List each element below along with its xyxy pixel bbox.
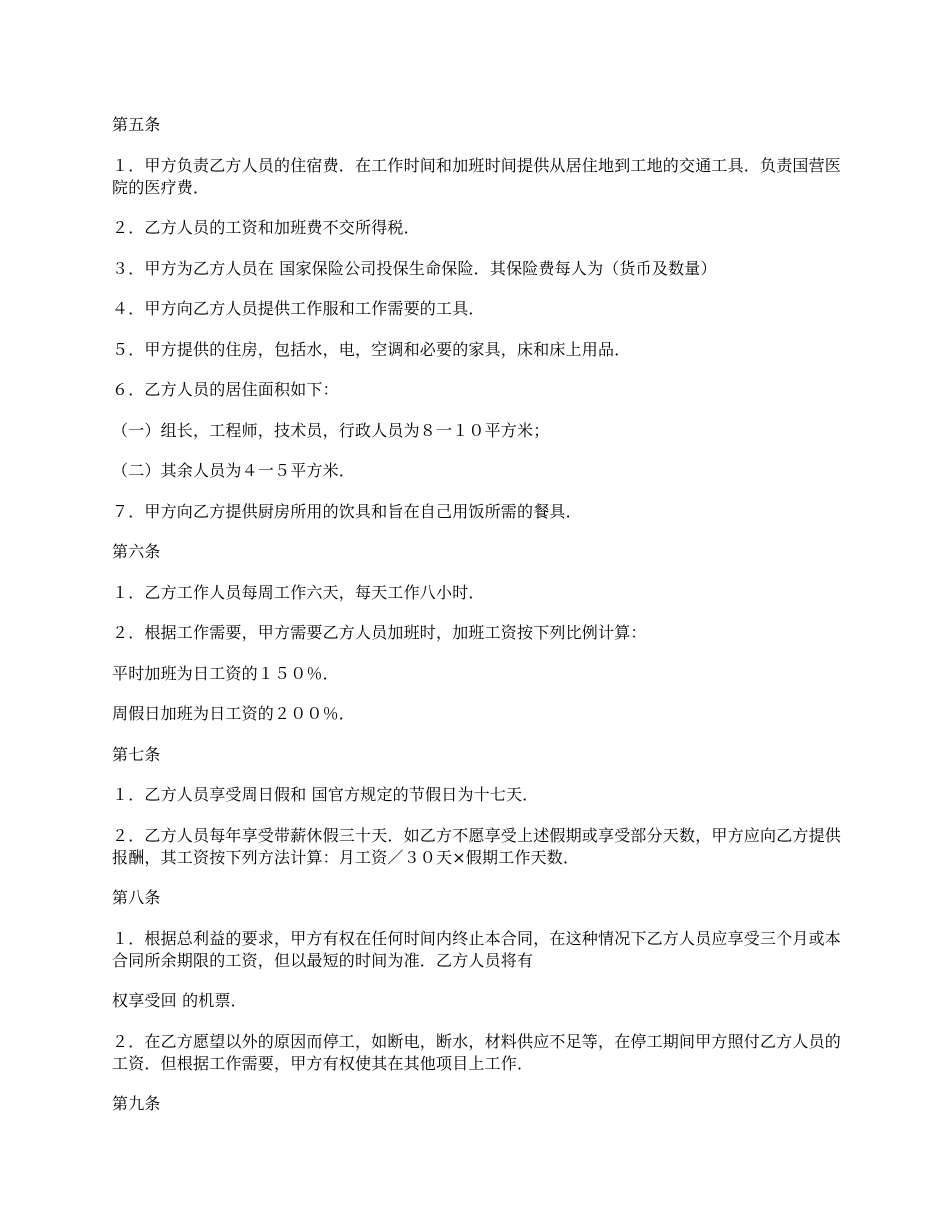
- article-8-clause-2: ２．在乙方愿望以外的原因而停工，如断电，断水，材料供应不足等，在停工期间甲方照付乙方人员的工资．但根据工作需要，甲方有权使其在其他项目上工作．: [112, 1031, 842, 1073]
- article-6-overtime-holiday: 周假日加班为日工资的２００％．: [112, 704, 356, 723]
- article-6-overtime-weekday: 平时加班为日工资的１５０％．: [112, 663, 339, 683]
- article-5-clause-7: ７．甲方向乙方提供厨房所用的饮具和旨在自己用饭所需的餐具．: [112, 501, 582, 521]
- article-8-clause-1-continued: 权享受回 的机票．: [112, 991, 247, 1010]
- article-5-clause-2: ２．乙方人员的工资和加班费不交所得税．: [112, 218, 420, 237]
- article-7-heading: 第七条: [112, 744, 161, 764]
- article-5-clause-3: ３．甲方为乙方人员在 国家保险公司投保生命保险．其保险费每人为（货币及数量）: [112, 258, 717, 278]
- article-8-clause-1: １．根据总利益的要求，甲方有权在任何时间内终止本合同，在这种情况下乙方人员应享受三个月或本合同所余期限的工资，但以最短的时间为准．乙方人员将有: [112, 928, 842, 970]
- document-page: [112, 114, 852, 1134]
- article-5-heading: 第五条: [112, 115, 161, 134]
- article-5-clause-6: ６．乙方人员的居住面积如下：: [112, 380, 339, 399]
- article-7-clause-1: １．乙方人员享受周日假和 国官方规定的节假日为十七天．: [112, 785, 539, 804]
- article-8-heading: 第八条: [112, 888, 161, 907]
- article-5-clause-4: ４．甲方向乙方人员提供工作服和工作需要的工具．: [112, 299, 485, 318]
- article-5-clause-6-item-1: （一）组长，工程师，技术员，行政人员为８一１０平方米；: [112, 420, 550, 440]
- article-6-clause-1: １．乙方工作人员每周工作六天，每天工作八小时．: [112, 582, 485, 602]
- article-9-heading: 第九条: [112, 1094, 161, 1113]
- article-5-clause-6-item-2: （二）其余人员为４一５平方米．: [112, 461, 356, 480]
- article-6-clause-2: ２．根据工作需要，甲方需要乙方人员加班时，加班工资按下列比例计算：: [112, 623, 647, 642]
- article-7-clause-2: ２．乙方人员每年享受带薪休假三十天．如乙方不愿享受上述假期或享受部分天数，甲方应向乙方提供报酬，其工资按下列方法计算：月工资／３０天×假期工作天数．: [112, 825, 842, 867]
- article-5-clause-1: １．甲方负责乙方人员的住宿费．在工作时间和加班时间提供从居住地到工地的交通工具．负责国营医院的医疗费．: [112, 155, 842, 197]
- article-6-heading: 第六条: [112, 542, 161, 561]
- article-5-clause-5: ５．甲方提供的住房，包括水，电，空调和必要的家具，床和床上用品．: [112, 339, 631, 359]
